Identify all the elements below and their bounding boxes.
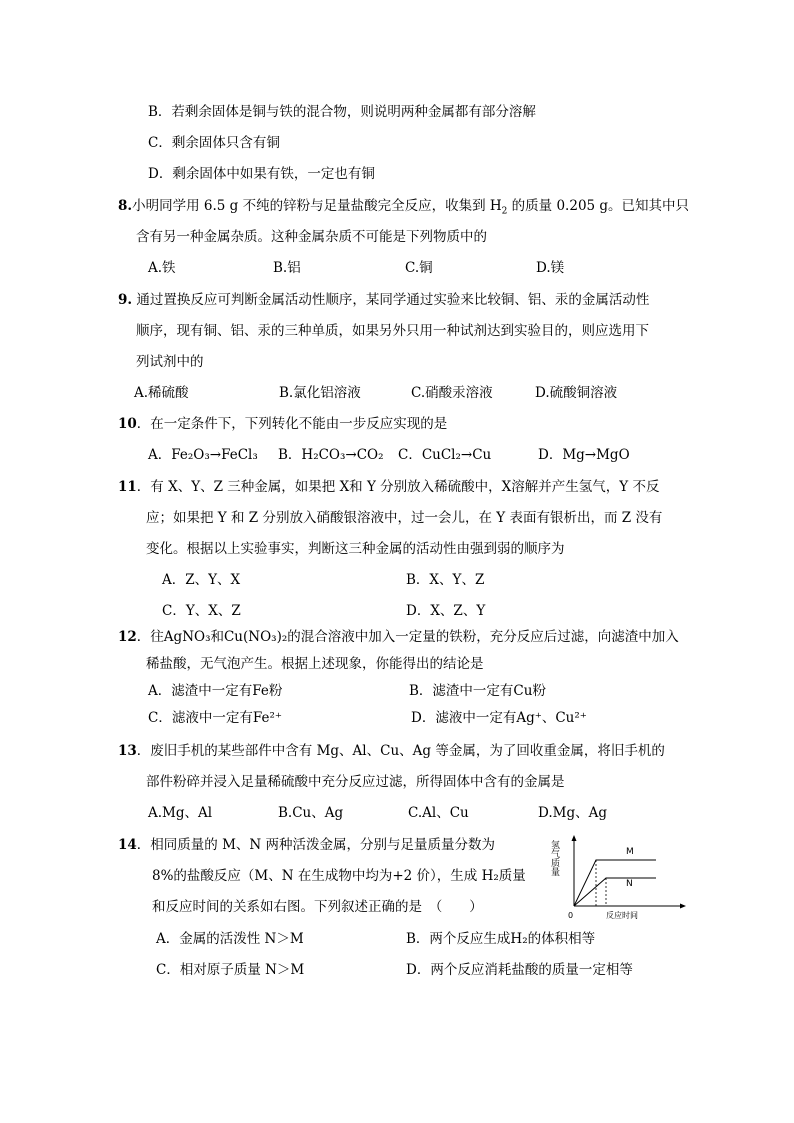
q8-sub: 2 bbox=[501, 206, 508, 217]
q11-text-1: ．有 X、Y、Z 三种金属，如果把 X和 Y 分别放入稀硫酸中，X溶解并产生氢气，Y 不反 bbox=[136, 479, 660, 495]
q14-line-1 bbox=[118, 835, 495, 855]
q14-graph bbox=[548, 834, 688, 924]
graph-y-label: 氢气质量 bbox=[549, 840, 559, 876]
q10-line-1 bbox=[118, 414, 447, 434]
q14-line-2: 8%的盐酸反应（M、N 在生成物中均为+2 价），生成 H₂质量 bbox=[152, 868, 526, 884]
graph-label-n: N bbox=[626, 879, 633, 889]
graph-y-arrow bbox=[572, 835, 577, 841]
q13-text-1: ．废旧手机的某些部件中含有 Mg、Al、Cu、Ag 等金属，为了回收重金属，将旧手机的 bbox=[136, 743, 665, 759]
q7-option-b: B．若剩余固体是铜与铁的混合物，则说明两种金属都有部分溶解 bbox=[148, 104, 536, 120]
q12-option-c: C．滤液中一定有Fe²⁺ bbox=[148, 710, 282, 726]
q12-number: 12 bbox=[118, 629, 137, 645]
graph-label-m: M bbox=[626, 847, 634, 857]
q9-line-1 bbox=[118, 290, 649, 310]
q14-option-b: B．两个反应生成H₂的体积相等 bbox=[406, 931, 596, 947]
q11-option-d: D．X、Z、Y bbox=[406, 603, 486, 619]
q9-option-d: D.硫酸铜溶液 bbox=[535, 385, 618, 401]
q10-number: 10 bbox=[118, 416, 137, 432]
q10-option-b: B．H₂CO₃→CO₂ bbox=[278, 447, 384, 463]
q14-option-a: A．金属的活泼性 N＞M bbox=[156, 931, 304, 947]
graph-line-m bbox=[574, 860, 656, 906]
q12-option-d: D．滤液中一定有Ag⁺、Cu²⁺ bbox=[411, 710, 587, 726]
q8-option-a: A.铁 bbox=[148, 260, 176, 276]
graph-origin: 0 bbox=[568, 911, 574, 920]
q10-option-a: A．Fe₂O₃→FeCl₃ bbox=[148, 447, 258, 463]
q12-option-b: B．滤渣中一定有Cu粉 bbox=[409, 683, 546, 699]
q11-line-3: 变化。根据以上实验事实，判断这三种金属的活动性由强到弱的顺序为 bbox=[146, 541, 565, 557]
q8-option-d: D.镁 bbox=[536, 260, 565, 276]
q11-option-c: C．Y、X、Z bbox=[162, 603, 241, 619]
q9-option-a: A.稀硫酸 bbox=[134, 385, 189, 401]
q7-option-c: C．剩余固体只含有铜 bbox=[148, 135, 280, 151]
q14-line-3: 和反应时间的关系如右图。下列叙述正确的是 （ ） bbox=[152, 899, 483, 915]
q12-line-1 bbox=[118, 627, 679, 647]
q12-option-a: A．滤渣中一定有Fe粉 bbox=[148, 683, 283, 699]
q9-option-b: B.氯化铝溶液 bbox=[279, 385, 361, 401]
q13-option-b: B.Cu、Ag bbox=[278, 805, 344, 821]
q9-line-3: 列试剂中的 bbox=[136, 354, 204, 370]
q8-text-b: 的质量 0.205 g。已知其中只 bbox=[507, 198, 690, 214]
q14-option-d: D．两个反应消耗盐酸的质量一定相等 bbox=[406, 962, 633, 978]
q8-option-b: B.铝 bbox=[273, 260, 301, 276]
q10-text-1: ．在一定条件下，下列转化不能由一步反应实现的是 bbox=[136, 416, 448, 432]
q13-option-d: D.Mg、Ag bbox=[538, 805, 607, 821]
q12-text-1: ．往AgNO₃和Cu(NO₃)₂的混合溶液中加入一定量的铁粉，充分反应后过滤，向滤渣中加入 bbox=[136, 629, 679, 645]
q8-line-2: 含有另一种金属杂质。这种金属杂质不可能是下列物质中的 bbox=[136, 229, 487, 245]
graph-line-n bbox=[574, 878, 656, 906]
q11-line-1 bbox=[118, 477, 660, 497]
q8-line-1 bbox=[118, 196, 689, 216]
q9-option-c: C.硝酸汞溶液 bbox=[411, 385, 493, 401]
q9-text-1: 通过置换反应可判断金属活动性顺序，某同学通过实验来比较铜、铝、汞的金属活动性 bbox=[132, 292, 650, 308]
q12-line-2: 稀盐酸，无气泡产生。根据上述现象，你能得出的结论是 bbox=[146, 656, 484, 672]
q11-option-a: A．Z、Y、X bbox=[162, 572, 241, 588]
q13-line-1 bbox=[118, 741, 665, 761]
q9-line-2: 顺序，现有铜、铝、汞的三种单质，如果另外只用一种试剂达到实验目的，则应选用下 bbox=[136, 323, 649, 339]
graph-x-label: 反应时间 bbox=[606, 911, 638, 920]
q11-number: 11 bbox=[118, 479, 137, 495]
graph-x-arrow bbox=[680, 904, 686, 909]
q14-number: 14 bbox=[118, 837, 137, 853]
q9-number: 9. bbox=[118, 292, 133, 308]
q14-text-1: ．相同质量的 M、N 两种活泼金属，分别与足量质量分数为 bbox=[136, 837, 496, 853]
q13-option-a: A.Mg、Al bbox=[148, 805, 213, 821]
q8-number: 8. bbox=[118, 198, 133, 214]
q11-option-b: B．X、Y、Z bbox=[406, 572, 485, 588]
q10-option-c: C．CuCl₂→Cu bbox=[398, 447, 492, 463]
q14-option-c: C．相对原子质量 N＞M bbox=[156, 962, 305, 978]
q10-option-d: D．Mg→MgO bbox=[538, 447, 630, 463]
q11-line-2: 应；如果把 Y 和 Z 分别放入硝酸银溶液中，过一会儿，在 Y 表面有银析出，而 Z 没有 bbox=[146, 510, 663, 526]
q13-number: 13 bbox=[118, 743, 137, 759]
q7-option-d: D．剩余固体中如果有铁，一定也有铜 bbox=[148, 166, 375, 182]
q8-text-a: 小明同学用 6.5 g 不纯的锌粉与足量盐酸完全反应，收集到 H bbox=[132, 198, 502, 214]
q8-option-c: C.铜 bbox=[405, 260, 433, 276]
q13-line-2: 部件粉碎并浸入足量稀硫酸中充分反应过滤，所得固体中含有的金属是 bbox=[146, 774, 565, 790]
q13-option-c: C.Al、Cu bbox=[408, 805, 469, 821]
